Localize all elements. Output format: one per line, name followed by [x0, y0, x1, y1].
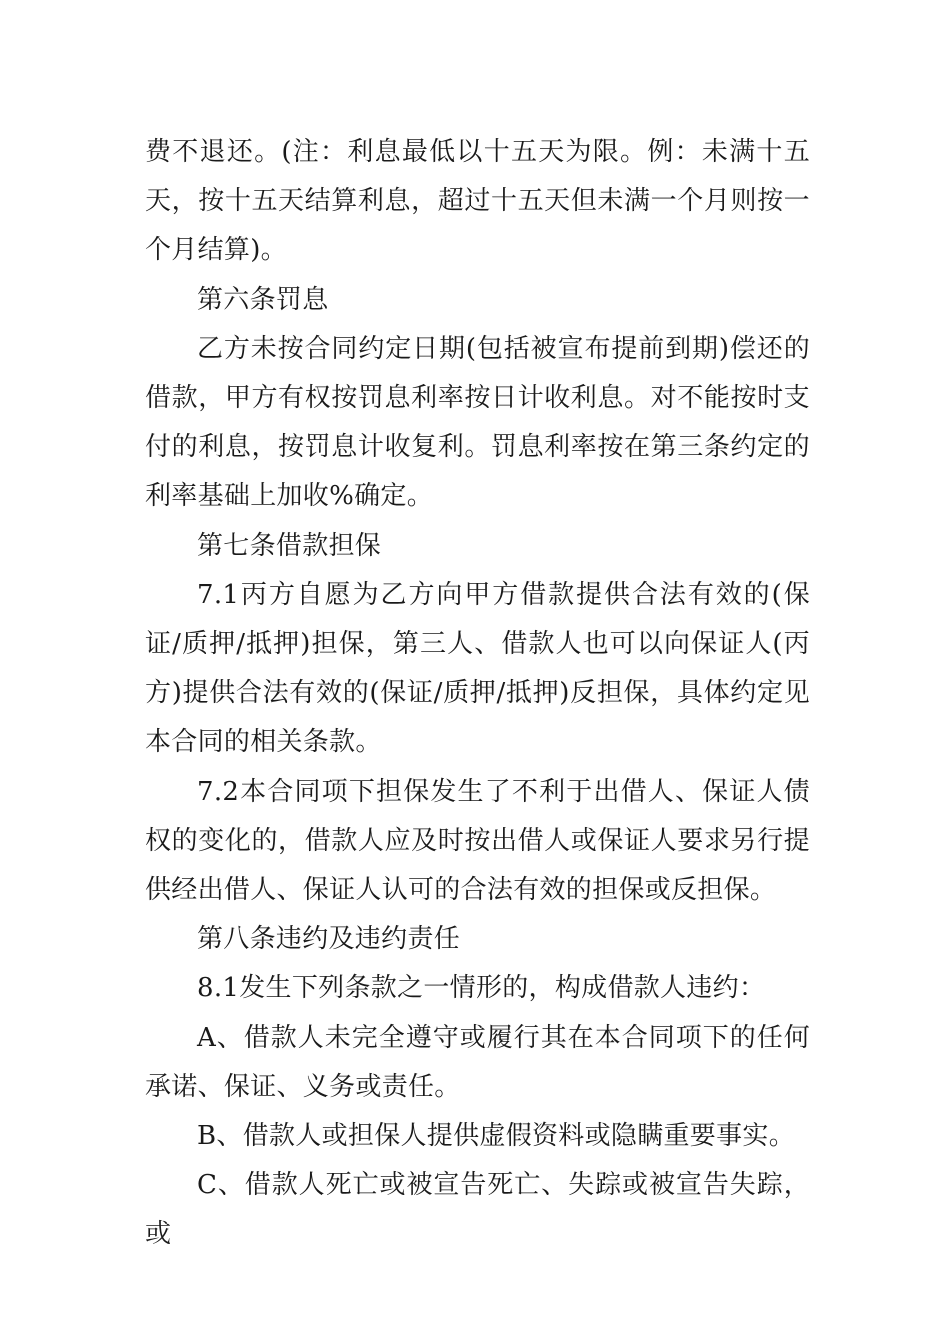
paragraph-item-b: B、借款人或担保人提供虚假资料或隐瞒重要事实。 — [197, 1121, 796, 1152]
paragraph-clause-8-1: 8.1发生下列条款之一情形的，构成借款人违约： — [197, 973, 766, 1004]
paragraph-item-a: A、借款人未完全遵守或履行其在本合同项下的任何承诺、保证、义务或责任。 — [145, 1022, 810, 1102]
paragraph-fee-note: 费不退还。(注：利息最低以十五天为限。例：未满十五天，按十五天结算利息，超过十五天但未满一个月则按一个月结算)。 — [145, 137, 810, 266]
paragraph-penalty-interest: 乙方未按合同约定日期(包括被宣布提前到期)偿还的借款，甲方有权按罚息利率按日计收利息。对不能按时支付的利息，按罚息计收复利。罚息利率按在第三条约定的利率基础上加收%确定。 — [145, 333, 810, 512]
paragraph-clause-7-1: 7.1丙方自愿为乙方向甲方借款提供合法有效的(保证/质押/抵押)担保，第三人、借款人也可以向保证人(丙方)提供合法有效的(保证/质押/抵押)反担保，具体约定见本合同的相关条款。 — [145, 579, 810, 758]
document-body — [145, 128, 810, 1260]
heading-article-7: 第七条借款担保 — [197, 530, 382, 561]
paragraph-item-c: C、借款人死亡或被宣告死亡、失踪或被宣告失踪，或 — [145, 1170, 810, 1250]
paragraph-clause-7-2: 7.2本合同项下担保发生了不利于出借人、保证人债权的变化的，借款人应及时按出借人或保证人要求另行提供经出借人、保证人认可的合法有效的担保或反担保。 — [145, 776, 810, 906]
heading-article-6: 第六条罚息 — [197, 284, 329, 315]
heading-article-8: 第八条违约及违约责任 — [197, 924, 461, 955]
